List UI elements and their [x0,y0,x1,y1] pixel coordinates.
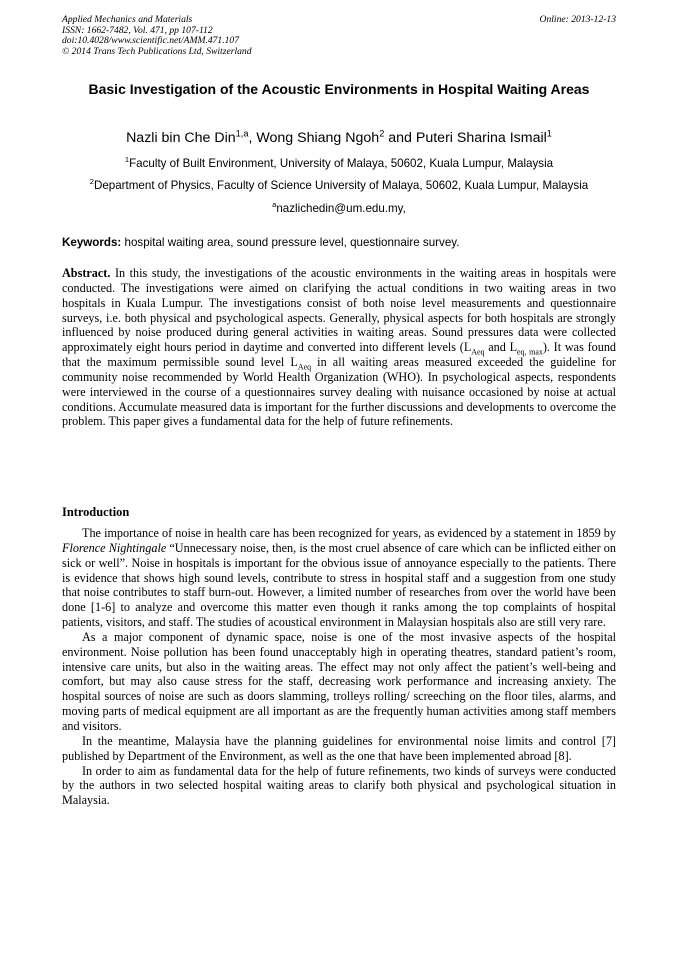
contact-email [62,201,616,216]
author-name: Nazli bin Che Din [126,130,236,146]
keywords-text: hospital waiting area, sound pressure level, questionnaire survey. [124,236,460,249]
journal-name: Applied Mechanics and Materials [62,14,193,25]
abstract-text: In this study, the investigations of the acoustic environments in the waiting areas in hospitals were conducted. The investigations were aimed on clarifying the actual conditions in two waiting areas in two hospitals in Kuala Lumpur. The investigations consist of both noise level measurements and questionnaire surveys, i.e. both physical and psychological aspects. Generally, physical aspects for both hospitals are strongly influenced by noise produced during general activities in waiting areas. Sound pressures data were collected approximately eight hours period in daytime and converted into different levels ( [62,266,617,355]
level-subscript: Aeq [471,347,485,357]
keywords [62,235,616,250]
affiliation-text: Department of Physics, Faculty of Science University of Malaya, 50602, Kuala Lumpur, Malaysia [93,179,589,192]
author-affiliation-mark: 1 [546,128,552,139]
paragraph: In the meantime, Malaysia have the planning guidelines for environmental noise limits and control [7] published by Department of the Environment, as well as the one that have been implemented abroad [8]. [62,733,616,763]
abstract-text: in all waiting areas measured exceeded the guideline for community noise recommended by World Health Organization (WHO). In psychological aspects, respondents were interviewed in the course of a questionnaires survey dealing with nuisance occasioned by noise at actual conditions. Accumulate measured data is important for the further discussions and developments to overcome the problem. This paper gives a fundamental data for the help of future refinements. [62,355,616,429]
abstract-text: ). It was found that the maximum permissible sound level [62,340,617,370]
paragraph [62,526,616,630]
abstract-text: and [484,340,510,355]
level-symbol: L [463,340,472,355]
level-subscript: eq, max [517,347,543,357]
paper-title: Basic Investigation of the Acoustic Environments in Hospital Waiting Areas [88,81,590,97]
abstract [62,266,616,429]
paragraph: As a major component of dynamic space, noise is one of the most invasive aspects of the hospital environment. Noise pollution has been found unacceptably high in operating theatres, standard patient’s room, intensive care units, but also in the waiting areas. The effect may not only affect the patient’s well-being and comfort, but may also cause stress for the staff, decreasing work performance and increasing anxiety. The hospital sources of noise are such as doors slamming, trolleys rolling/ screeching on the floor tiles, alarms, and moving parts of medical equipment are all important as are the frequently human activities among staff members and visitors. [62,629,616,733]
paragraph-text: The importance of noise in health care has been recognized for years, as evidenced by a statement in 1859 by [82,526,616,540]
author-separator: , [248,130,257,146]
level-symbol: L [290,355,298,370]
journal-masthead [62,15,616,57]
email-mark: a [272,200,277,210]
copyright-line: © 2014 Trans Tech Publications Ltd, Switzerland [62,45,252,57]
author-separator: and [384,130,416,146]
paragraph: In order to aim as fundamental data for the help of future refinements, two kinds of surveys were conducted by the authors in two selected hospital waiting areas to clarify both physical and psychological situation in Malaysia. [62,763,616,808]
paragraph-text: “Unnecessary noise, then, is the most cruel absence of care which can be inflicted either on sick or well”. Noise in hospitals is important for the obvious issue of annoyance especially to the patients. There is evidence that shows high sound levels, contribute to stress in hospital staff and a suggestion from one study that noise contributes to staff burn-out. However, a limited number of researches from over the world have been done [1-6] to analyze and overcome this matter even though it ranks among the top complaints of hospital patients, visitors, and staff. The studies of acoustical environment in Malaysian hospitals also are still very rare. [62,540,616,630]
online-date: Online: 2013-12-13 [539,14,616,25]
issn-line: ISSN: 1662-7482, Vol. 471, pp 107-112 [62,24,213,36]
affiliation-text: Faculty of Built Environment, University of Malaya, 50602, Kuala Lumpur, Malaysia [129,157,554,170]
author-affiliation-mark: 1,a [235,128,249,139]
author-name: Puteri Sharina Ismail [415,130,547,146]
level-subscript: Aeq [297,362,312,372]
doi-line: doi:10.4028/www.scientific.net/AMM.471.107 [62,35,240,47]
email-address: nazlichedin@um.edu.my, [276,202,406,215]
introduction-body [62,526,616,808]
abstract-label: Abstract. [62,266,111,280]
affiliation-2 [62,178,616,193]
affiliation-mark: 2 [89,177,94,187]
author-name: Wong Shiang Ngoh [256,130,380,146]
section-heading-introduction: Introduction [62,505,130,519]
affiliation-mark: 1 [124,155,130,165]
person-name: Florence Nightingale [62,540,167,555]
author-affiliation-mark: 2 [379,128,385,139]
keywords-label: Keywords: [62,236,122,249]
author-list [62,128,616,148]
level-symbol: L [509,340,518,355]
affiliation-1 [62,156,616,171]
